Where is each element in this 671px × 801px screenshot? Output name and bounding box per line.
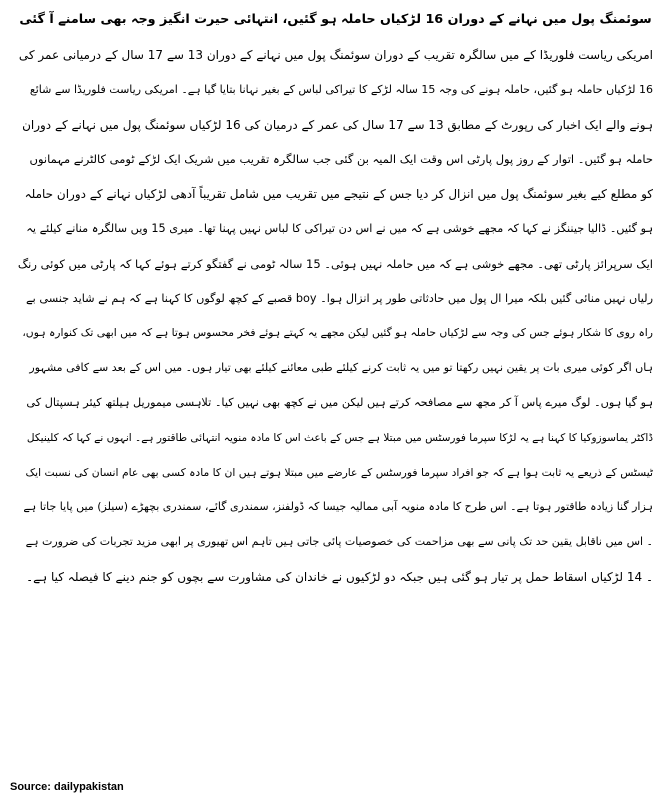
article-line: راہ روی کا شکار ہوئے جس کی وجہ سے لڑکیاں حاملہ ہو گئیں لیکن مجھے یہ کہتے ہوئے فخر محسوس ہوتا ہے کہ میں ابھی تک کنوارہ ہوں،: [22, 326, 653, 340]
article-line: ہزار گنا زیادہ طاقتور ہوتا ہے۔ اس طرح کا مادہ منویہ آبی ممالیہ جیسا کہ ڈولفنز، سمندری گائے، سمندری بچھڑے (سیلز) میں پایا جاتا ہے: [23, 500, 653, 514]
article-line: کو مطلع کیے بغیر سوئمنگ پول میں انزال کر دیا جس کے نتیجے میں تقریب میں شامل تقریباً آدھی لڑکیاں نہانے کے دوران حاملہ: [24, 187, 653, 202]
article-body: [18, 38, 653, 595]
article-line: ہو گیا ہوں۔ لوگ میرے پاس آ کر مجھ سے مصافحہ کرتے ہیں لیکن میں نے کچھ بھی نہیں کیا۔ تلاہسی میموریل ہیلتھ کیئر ہسپتال کی: [26, 395, 653, 409]
article-line: ایک سرپرائز پارٹی تھی۔ مجھے خوشی ہے کہ میں حاملہ نہیں ہوئی۔ 15 سالہ ٹومی نے گفتگو کرتے ہوئے کہا کہ پارٹی میں کوئی رنگ: [18, 256, 653, 271]
article-line: ڈاکٹر یماسوزوکیا کا کہنا ہے یہ لڑکا سپرما فورسٹس میں مبتلا ہے جس کے باعث اس کا مادہ منویہ انتہائی طاقتور ہے۔ انہوں نے کہا کہ کلینیکل: [26, 431, 653, 444]
article-line: 16 لڑکیاں حاملہ ہو گئیں، حاملہ ہونے کی وجہ 15 سالہ لڑکے کا تیراکی لباس کے بغیر نہانا بتایا گیا ہے۔ امریکی ریاست فلوریڈا سے شائع: [29, 82, 653, 96]
article-line: ہونے والے ایک اخبار کی رپورٹ کے مطابق 13 سے 17 سال کی عمر کے درمیان کی 16 لڑکیاں سوئمنگ پول میں نہانے کے دوران: [22, 117, 653, 132]
article-line: امریکی ریاست فلوریڈا کے میں سالگرہ تقریب کے دوران سوئمنگ پول میں نہانے کے دوران 13 سے 17 سال کے درمیانی عمر کی: [18, 48, 653, 62]
source-credit: Source: dailypakistan: [10, 781, 124, 793]
article-line: ۔ 14 لڑکیاں اسقاط حمل پر تیار ہو گئی ہیں جبکہ دو لڑکیوں نے خاندان کی مشاورت سے بچوں کو جنم دینے کا فیصلہ کیا ہے۔: [26, 569, 653, 584]
article-line: ہو گئیں۔ ڈالیا جیننگز نے کہا کہ مجھے خوشی ہے کہ میں نے اس دن تیراکی کا لباس نہیں پہنا تھا۔ میری 15 ویں سالگرہ منانے کیلئے یہ: [26, 221, 653, 235]
article-headline: سوئمنگ پول میں نہانے کے دوران 16 لڑکیاں حاملہ ہو گئیں، انتہائی حیرت انگیز وجہ بھی سامنے آ گئی: [19, 12, 652, 27]
article-line: حاملہ ہو گئیں۔ اتوار کے روز پول پارٹی اس وقت ایک المیہ بن گئی جب سالگرہ تقریب میں شریک ایک لڑکے ٹومی کالٹرنے مہمانوں: [29, 152, 653, 167]
article-line: رلیاں نہیں منائی گئیں بلکہ میرا ال پول میں حادثاتی طور پر انزال ہوا۔ boy قصبے کے کچھ لوگوں کا کہنا ہے کہ ہم نے شاید جنسی بے: [26, 291, 653, 305]
article-line: ۔ اس میں ناقابل یقین حد تک پانی سے بھی مزاحمت کی خصوصیات پائی جاتی ہیں تاہم اس تھیوری پر ابھی مزید تجربات کی ضرورت ہے: [25, 535, 653, 549]
article-line: ہاں اگر کوئی میری بات پر یقین نہیں رکھتا تو میں یہ ثابت کرنے کیلئے طبی معائنے کیلئے بھی تیار ہوں۔ میں اس کے بعد سے کافی مشہور: [29, 361, 653, 375]
article-line: ٹیسٹس کے ذریعے یہ ثابت ہوا ہے کہ جو افراد سپرما فورسٹس کے عارضے میں مبتلا ہوتے ہیں ان کا مادہ کسی بھی عام انسان کی نسبت ایک: [25, 465, 653, 479]
